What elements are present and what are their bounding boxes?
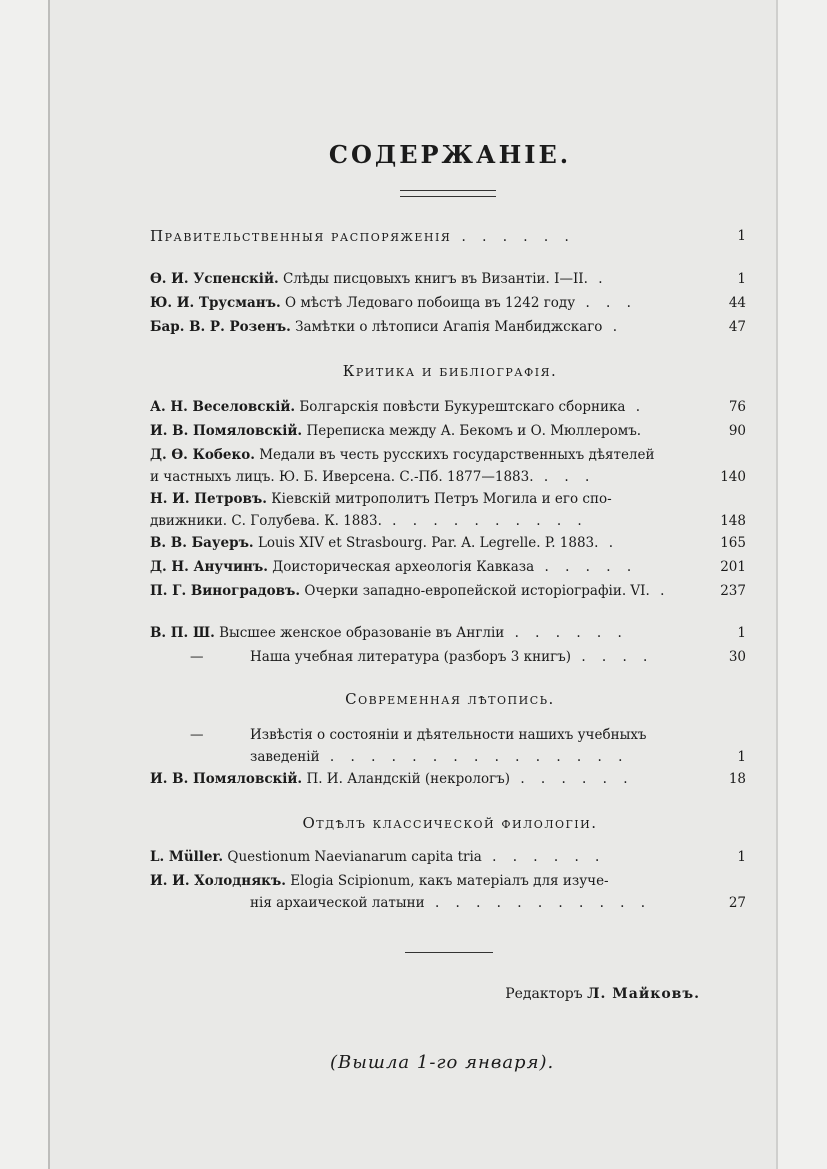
dot-leaders: . . . bbox=[585, 295, 637, 311]
dot-leaders: . . . . bbox=[581, 649, 654, 665]
page-number: 1 bbox=[737, 749, 746, 765]
entry-author: Д. Н. Анучинъ. bbox=[150, 559, 268, 575]
section-heading-chronicle: Современная лѣтопись. bbox=[345, 690, 555, 708]
dot-leaders: . bbox=[598, 271, 609, 287]
entry-author: В. П. Ш. bbox=[150, 625, 215, 641]
page-number: 1 bbox=[737, 625, 746, 641]
entry-author: П. Г. Виноградовъ. bbox=[150, 583, 301, 599]
entry-author: Н. И. Петровъ. bbox=[150, 491, 267, 507]
entry-title: Слѣды писцовыхъ книгъ въ Византіи. I—II. bbox=[282, 271, 588, 287]
page-number: 47 bbox=[728, 319, 746, 335]
entry-title: Болгарскія повѣсти Букурештскаго сборника bbox=[299, 399, 626, 415]
entry-title: Медали въ честь русскихъ государственныхъ дѣятелей bbox=[259, 447, 655, 463]
entry-title: Очерки западно-европейской исторіографіи. VI. bbox=[304, 583, 650, 599]
issue-date-note: (Вышла 1-го января). bbox=[330, 1052, 555, 1073]
dot-leaders: . . . . . . bbox=[492, 849, 606, 865]
entry-title: Переписка между А. Бекомъ и О. Мюллеромъ. bbox=[306, 423, 642, 439]
entry-title: Кіевскій митрополитъ Петръ Могила и его спо- bbox=[271, 491, 612, 507]
page-number: 30 bbox=[728, 649, 746, 665]
dot-leaders: . . . . . . . . . . . bbox=[434, 895, 652, 911]
entry-title-continuation: движники. С. Голубева. К. 1883. bbox=[150, 513, 382, 529]
entry-author: Д. Ѳ. Кобеко. bbox=[150, 447, 255, 463]
ditto-dash: — bbox=[190, 727, 204, 743]
entry-author: В. В. Бауеръ. bbox=[150, 535, 254, 551]
entry-author: И. В. Помяловскій. bbox=[150, 771, 303, 787]
editor-name: Л. Майковъ. bbox=[587, 986, 700, 1002]
dot-leaders: . . . . . . bbox=[520, 771, 634, 787]
page-number: 148 bbox=[720, 513, 746, 529]
entry-title: П. И. Аландскій (некрологъ) bbox=[306, 771, 511, 787]
bottom-divider bbox=[405, 952, 493, 953]
entry-title-continuation: и частныхъ лицъ. Ю. Б. Иверсена. С.-Пб. 1877—1883. bbox=[150, 469, 534, 485]
dot-leaders: . bbox=[660, 583, 671, 599]
entry-title: Elogia Scipionum, какъ матеріалъ для изуче- bbox=[290, 873, 609, 889]
dot-leaders: . bbox=[612, 319, 623, 335]
entry-title: Высшее женское образованіе въ Англіи bbox=[219, 625, 505, 641]
entry-author: И. В. Помяловскій. bbox=[150, 423, 303, 439]
page-number: 44 bbox=[728, 295, 746, 311]
page-number: 237 bbox=[720, 583, 746, 599]
page-number: 140 bbox=[720, 469, 746, 485]
dot-leaders: . . . . . . bbox=[514, 625, 628, 641]
dot-leaders: . . . . . . . . . . . . . . . bbox=[329, 749, 629, 765]
entry-title: Извѣстія о состояніи и дѣятельности нашихъ учебныхъ bbox=[250, 727, 647, 743]
entry-author: L. Müller. bbox=[150, 849, 224, 865]
page-left-edge bbox=[48, 0, 50, 1169]
entry-title: Замѣтки о лѣтописи Агапія Манбиджскаго bbox=[295, 319, 603, 335]
page-number: 201 bbox=[720, 559, 746, 575]
dot-leaders: . bbox=[608, 535, 620, 551]
entry-title: Наша учебная литература (разборъ 3 книгъ) bbox=[250, 649, 572, 665]
dot-leaders: . . . . . bbox=[544, 559, 638, 575]
page-title: СОДЕРЖАНІЕ. bbox=[328, 140, 572, 169]
dot-leaders: . . . . . . bbox=[461, 229, 575, 245]
entry-title: Louis XIV et Strasbourg. Par. A. Legrelle. P. 1883. bbox=[257, 535, 599, 551]
contents-area bbox=[150, 0, 750, 1169]
entry-author: Бар. В. Р. Розенъ. bbox=[150, 319, 291, 335]
entry-author: А. Н. Веселовскій. bbox=[150, 399, 296, 415]
section-heading-classical: Отдѣлъ классической филологіи. bbox=[302, 814, 598, 832]
page-number: 1 bbox=[737, 271, 746, 287]
dot-leaders: . . . . . . . . . . bbox=[392, 513, 588, 529]
page-number: 27 bbox=[728, 895, 746, 911]
page-number: 76 bbox=[728, 399, 746, 415]
title-divider bbox=[400, 190, 496, 197]
dot-leaders: . bbox=[635, 399, 647, 415]
page-number: 1 bbox=[737, 228, 746, 244]
page-number: 18 bbox=[728, 771, 746, 787]
page-number: 1 bbox=[737, 849, 746, 865]
editor-line bbox=[505, 986, 700, 1002]
entry-author: Ѳ. И. Успенскій. bbox=[150, 271, 279, 287]
entry-title: Questionum Naevianarum capita tria bbox=[227, 849, 482, 865]
page-number: 165 bbox=[720, 535, 746, 551]
section-heading-critique: Критика и библіографія. bbox=[342, 362, 558, 380]
editor-label: Редакторъ bbox=[505, 986, 583, 1002]
ditto-dash: — bbox=[190, 649, 204, 665]
entry-author: Ю. И. Трусманъ. bbox=[150, 295, 281, 311]
entry-title: Доисторическая археологія Кавказа bbox=[272, 559, 535, 575]
entry-author: И. И. Холоднякъ. bbox=[150, 873, 286, 889]
page-right-edge bbox=[776, 0, 778, 1169]
entry-title-continuation: заведеній bbox=[250, 749, 320, 765]
page-number: 90 bbox=[728, 423, 746, 439]
government-label: Правительственныя распоряженія bbox=[150, 227, 452, 245]
entry-title-continuation: нія архаической латыни bbox=[250, 895, 425, 911]
dot-leaders: . . . bbox=[543, 469, 596, 485]
entry-title: О мѣстѣ Ледоваго побоища въ 1242 году bbox=[285, 295, 576, 311]
